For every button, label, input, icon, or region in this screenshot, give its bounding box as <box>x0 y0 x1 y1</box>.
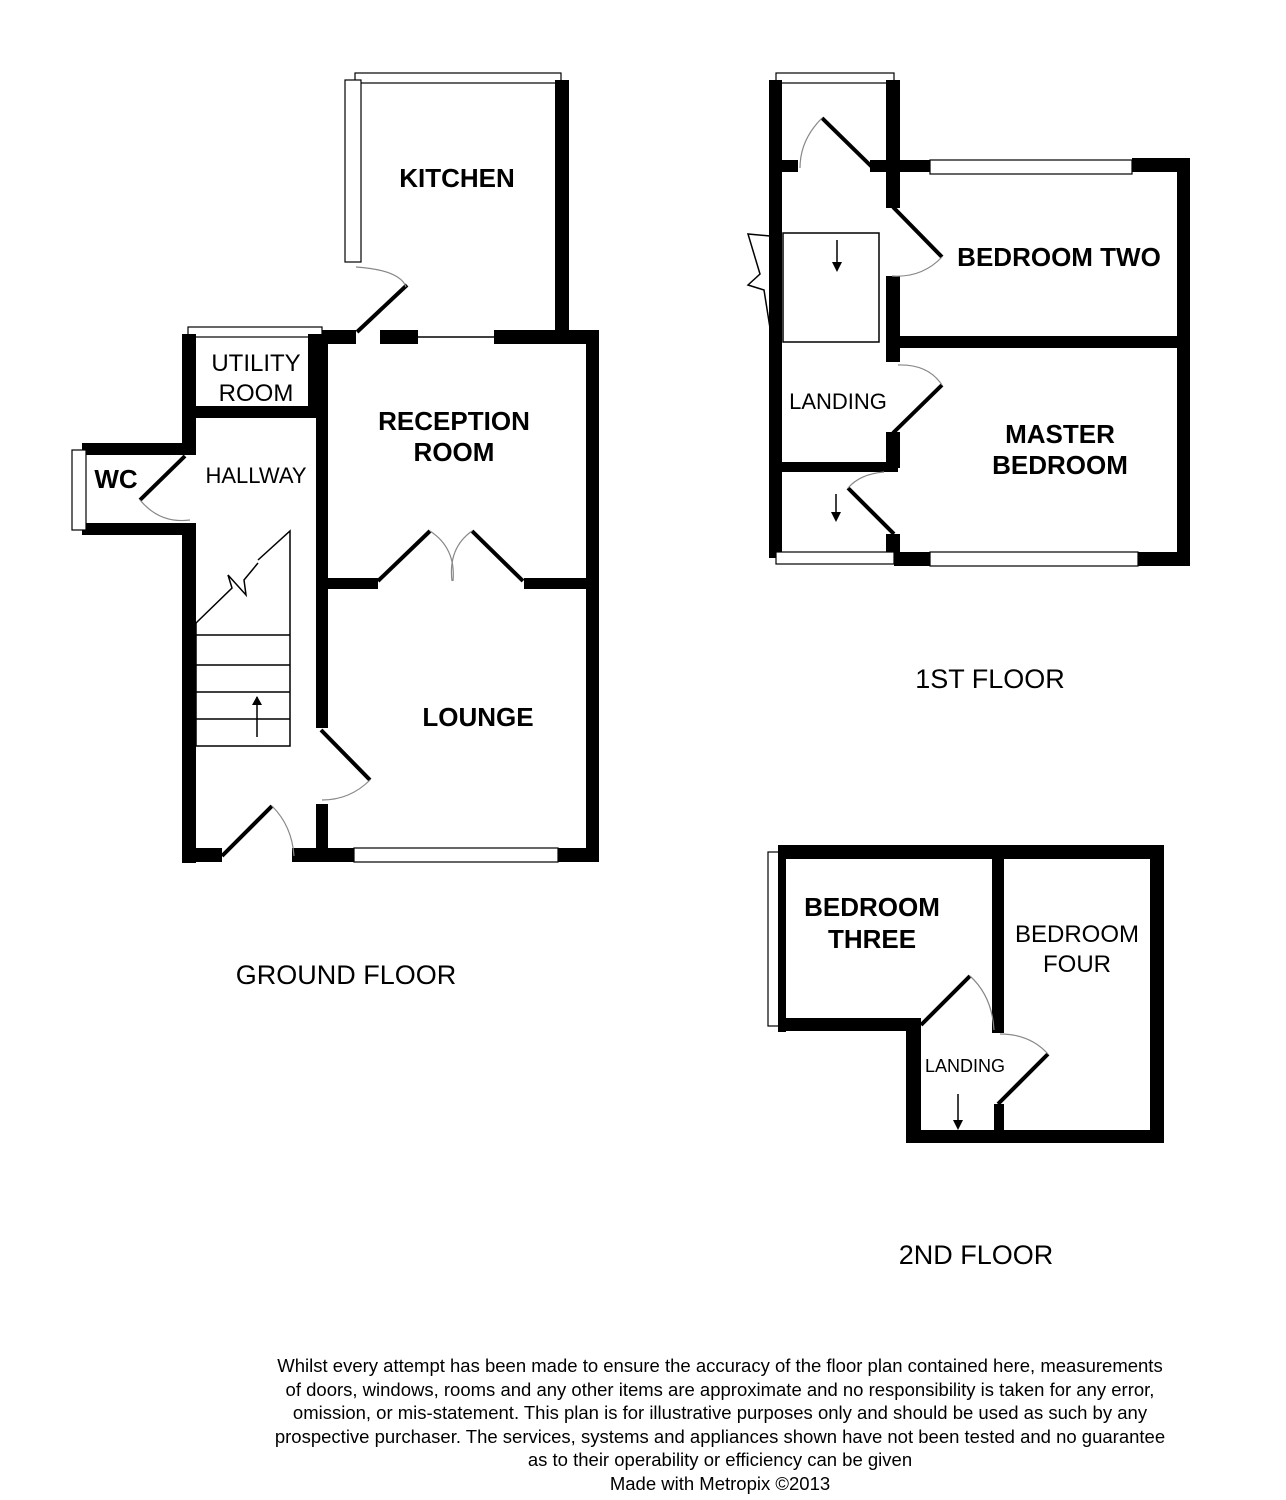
first-floor-title: 1ST FLOOR <box>915 664 1065 694</box>
second-floor-plan <box>768 845 1164 1270</box>
bedroom-two-label: BEDROOM TWO <box>957 242 1161 272</box>
ground-floor-staircase <box>196 531 290 746</box>
reception-room-label-line1: RECEPTION <box>378 406 530 436</box>
reception-room-label-line2: ROOM <box>413 437 495 467</box>
bedroom-three-label-line1: BEDROOM <box>804 892 940 922</box>
second-floor-title: 2ND FLOOR <box>898 1240 1054 1270</box>
kitchen-label: KITCHEN <box>399 163 515 193</box>
disclaimer-line: prospective purchaser. The services, systems and appliances shown have not been tested and no guarantee <box>274 1425 1166 1447</box>
ground-floor-plan <box>72 73 599 990</box>
first-floor-landing-label: LANDING <box>789 389 887 414</box>
disclaimer-line: as to their operability or efficiency can be given <box>527 1449 913 1470</box>
disclaimer-line: Whilst every attempt has been made to ensure the accuracy of the floor plan contained here, measurements <box>277 1355 1163 1376</box>
hallway-label: HALLWAY <box>205 463 307 488</box>
utility-room-label-line1: UTILITY <box>211 350 301 377</box>
wc-label: WC <box>94 464 138 494</box>
bedroom-three-label-line2: THREE <box>827 924 917 954</box>
kitchen-walls <box>322 73 598 344</box>
disclaimer-line: of doors, windows, rooms and any other items are approximate and no responsibility is taken for any error, <box>285 1378 1155 1400</box>
master-bedroom-label-line2: BEDROOM <box>992 450 1128 480</box>
second-floor-landing-label: LANDING <box>924 1056 1006 1076</box>
second-floor-walls <box>768 845 1164 1143</box>
ground-floor-title: GROUND FLOOR <box>235 960 457 990</box>
master-bedroom-label-line1: MASTER <box>1005 419 1115 449</box>
hallway-walls <box>72 443 322 863</box>
disclaimer-text <box>220 1354 1220 1495</box>
lounge-label: LOUNGE <box>422 702 534 732</box>
first-floor-plan <box>748 73 1190 694</box>
disclaimer-line: omission, or mis-statement. This plan is for illustrative purposes only and should be used as such by any <box>292 1402 1148 1423</box>
utility-room-label-line2: ROOM <box>218 380 294 407</box>
metropix-credit: Made with Metropix ©2013 <box>609 1472 831 1494</box>
first-floor-walls <box>748 73 1190 566</box>
bedroom-four-label-line2: FOUR <box>1043 951 1111 978</box>
bedroom-four-label-line1: BEDROOM <box>1014 921 1140 948</box>
